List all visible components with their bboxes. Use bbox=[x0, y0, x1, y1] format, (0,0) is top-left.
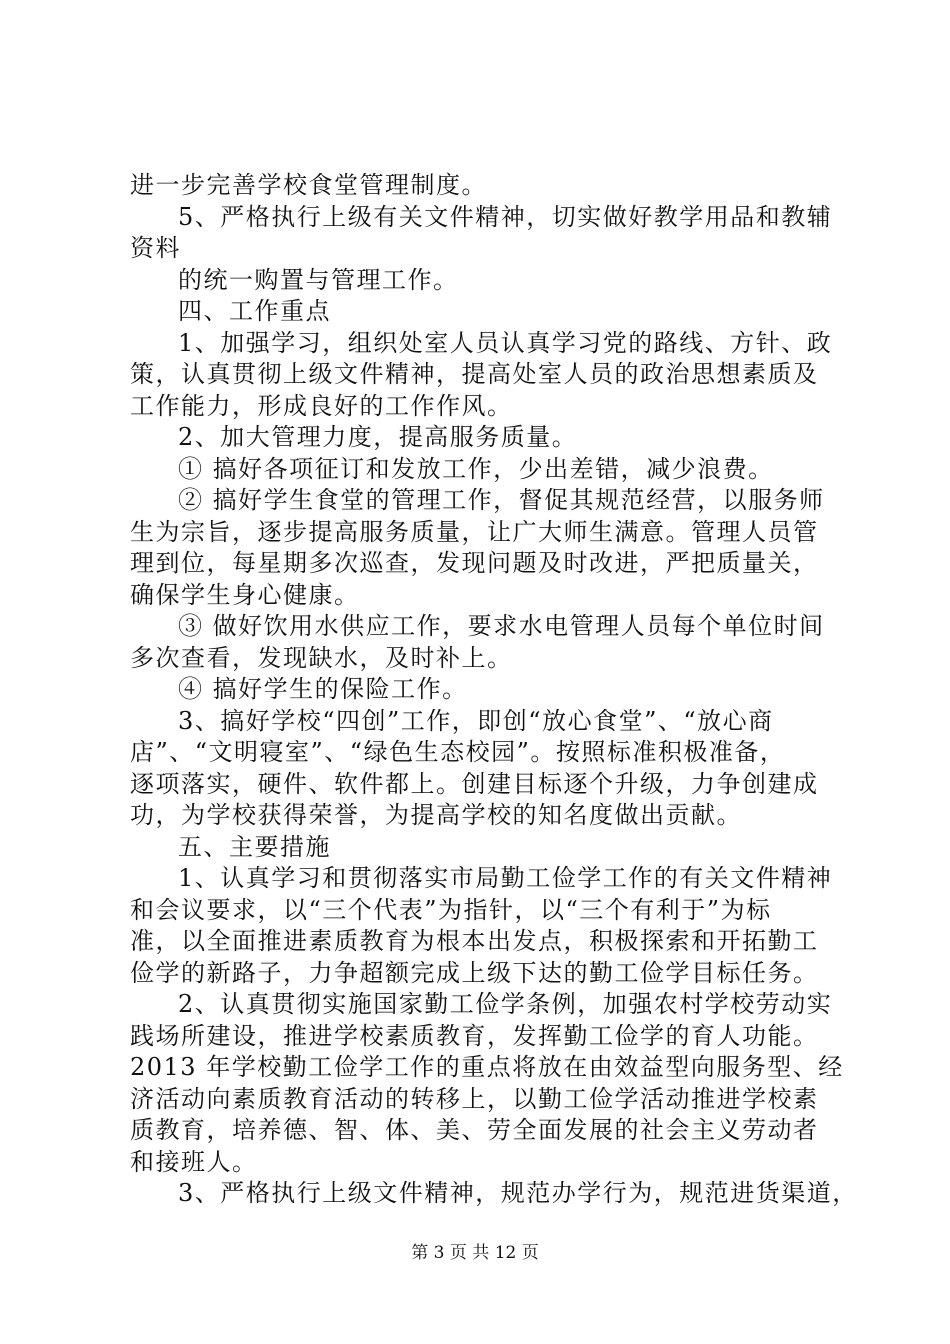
body-line: 策，认真贯彻上级文件精神，提高处室人员的政治思想素质及 bbox=[130, 360, 819, 388]
body-line: 俭学的新路子，力争超额完成上级下达的勤工俭学目标任务。 bbox=[130, 958, 819, 987]
body-line: 1、加强学习，组织处室人员认真学习党的路线、方针、政 bbox=[178, 328, 833, 357]
body-line: 店”、“文明寝室”、“绿色生态校园”。按照标准积极准备， bbox=[130, 738, 786, 766]
body-line: 逐项落实，硬件、软件都上。创建目标逐个升级，力争创建成 bbox=[130, 769, 819, 798]
body-line: 资料 bbox=[130, 234, 181, 262]
section-heading: 四、工作重点 bbox=[178, 297, 331, 325]
body-line: 工作能力，形成良好的工作作风。 bbox=[130, 391, 513, 420]
body-line: ③ 做好饮用水供应工作，要求水电管理人员每个单位时间 bbox=[178, 612, 825, 640]
body-line: 5、严格执行上级有关文件精神，切实做好教学用品和教辅 bbox=[178, 202, 833, 231]
body-line: ④ 搞好学生的保险工作。 bbox=[178, 675, 468, 703]
body-line: 生为宗旨，逐步提高服务质量，让广大师生满意。管理人员管 bbox=[130, 517, 819, 546]
body-line: 准，以全面推进素质教育为根本出发点，积极探索和开拓勤工 bbox=[130, 927, 819, 955]
body-line: 1、认真学习和贯彻落实市局勤工俭学工作的有关文件精神 bbox=[178, 864, 833, 892]
document-body bbox=[130, 170, 858, 1210]
section-heading: 五、主要措施 bbox=[178, 832, 331, 861]
body-line: 3、搞好学校“四创”工作，即创“放心食堂”、“放心商 bbox=[178, 706, 774, 735]
body-line: 理到位，每星期多次巡查，发现问题及时改进，严把质量关， bbox=[130, 549, 819, 577]
body-line: 践场所建设，推进学校素质教育，发挥勤工俭学的育人功能。 bbox=[130, 1021, 819, 1050]
body-line: 功，为学校获得荣誉，为提高学校的知名度做出贡献。 bbox=[130, 801, 742, 829]
body-line: 确保学生身心健康。 bbox=[130, 580, 360, 609]
body-line: 2、加大管理力度，提高服务质量。 bbox=[178, 423, 578, 451]
body-line: 2013 年学校勤工俭学工作的重点将放在由效益型向服务型、经 bbox=[130, 1053, 844, 1081]
body-line: 和会议要求，以“三个代表”为指针，以“三个有利于”为标 bbox=[130, 895, 772, 924]
body-line: 质教育，培养德、智、体、美、劳全面发展的社会主义劳动者 bbox=[130, 1116, 819, 1144]
body-line: 3、严格执行上级文件精神，规范办学行为，规范进货渠道， bbox=[178, 1179, 858, 1207]
body-line: ① 搞好各项征订和发放工作，少出差错，减少浪费。 bbox=[178, 454, 774, 483]
page-number-label: 第 3 页 共 12 页 bbox=[411, 1243, 539, 1263]
body-line: 多次查看，发现缺水，及时补上。 bbox=[130, 643, 513, 672]
page-footer bbox=[0, 1241, 950, 1265]
body-line: 济活动向素质教育活动的转移上，以勤工俭学活动推进学校素 bbox=[130, 1084, 819, 1113]
body-line: 进一步完善学校食堂管理制度。 bbox=[130, 171, 487, 199]
body-line: 的统一购置与管理工作。 bbox=[178, 265, 459, 294]
body-line: 2、认真贯彻实施国家勤工俭学条例，加强农村学校劳动实 bbox=[178, 990, 833, 1018]
body-line: ② 搞好学生食堂的管理工作，督促其规范经营，以服务师 bbox=[178, 486, 825, 514]
body-line: 和接班人。 bbox=[130, 1147, 258, 1176]
